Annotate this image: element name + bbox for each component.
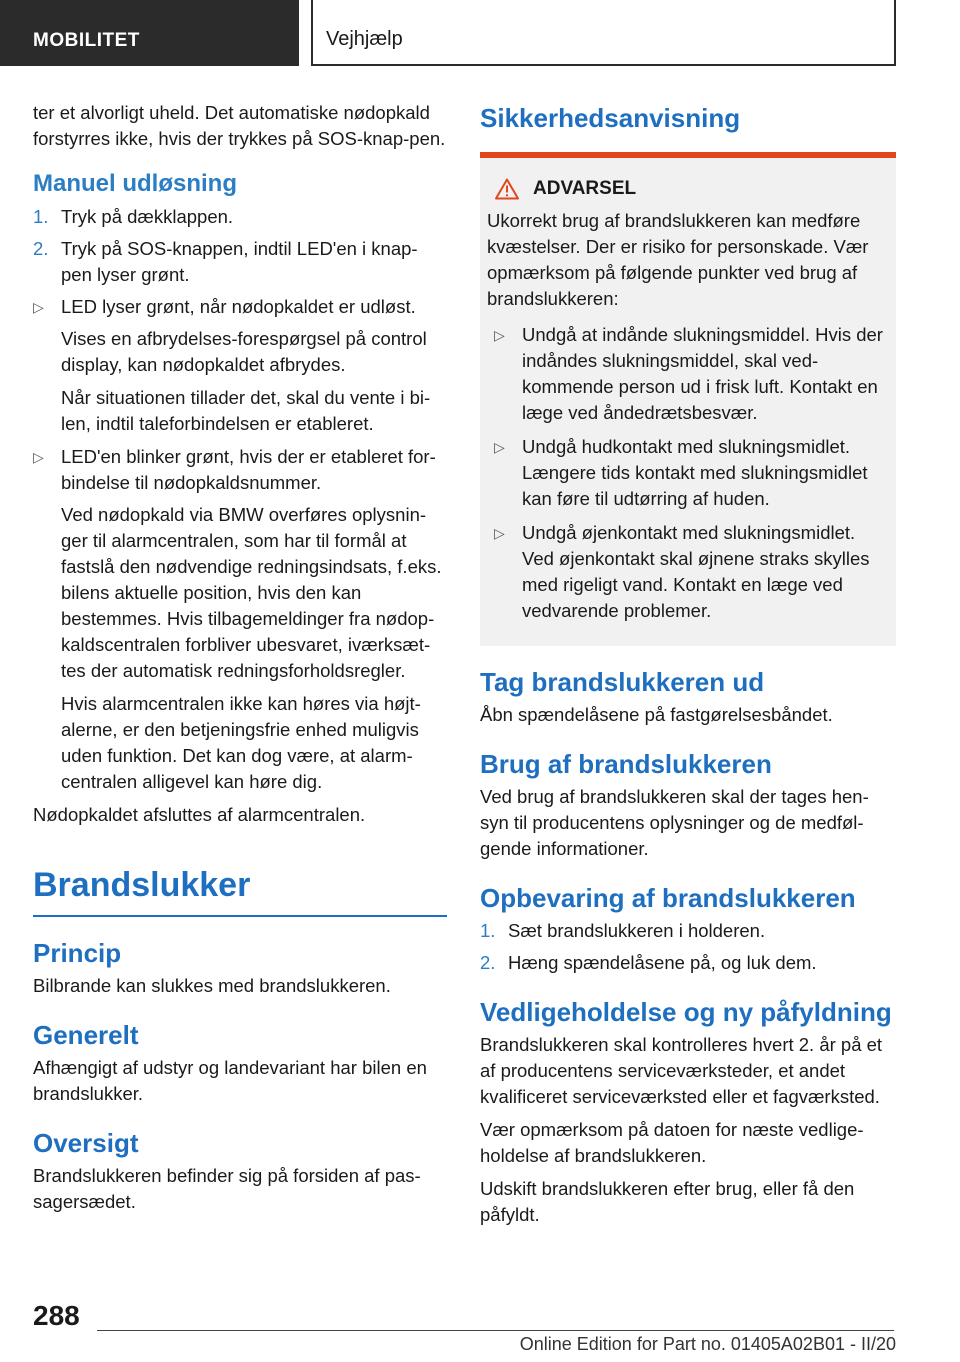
list-item [33,236,447,288]
section-tab: MOBILITET [0,0,299,66]
list-item [494,322,888,426]
step-number: 1. [33,206,49,227]
list-item [480,918,896,944]
bullet-text: LED lyser grønt, når nødopkaldet er udløst. [61,296,416,317]
result-bullets [33,444,447,496]
oversigt-text: Brandslukkeren befinder sig på forsiden af pas-sagersædet. [33,1165,421,1212]
step-number: 2. [480,952,496,973]
generelt-heading: Generelt [33,1020,139,1050]
opbevaring-heading: Opbevaring af brandslukkeren [480,883,856,913]
bullet-paragraph: Når situationen tillader det, skal du vente i bi-len, indtil taleforbindelsen er etableret. [61,387,431,434]
opbevaring-steps [480,918,896,976]
warning-intro: Ukorrekt brug af brandslukkeren kan medføre kvæstelser. Der er risiko for personskade. Vær opmærksom på følgende punkter ved brug af brandslukkeren: [487,210,869,309]
bullet-paragraph: Vises en afbrydelses-forespørgsel på control display, kan nødopkaldet afbrydes. [61,328,427,375]
tag-text: Åbn spændelåsene på fastgørelsesbåndet. [480,704,833,725]
list-item [480,950,896,976]
brug-heading: Brug af brandslukkeren [480,749,772,779]
list-item [33,204,447,230]
triangle-bullet-icon: ▷ [494,525,505,541]
vedligeholdelse-text: Brandslukkeren skal kontrolleres hvert 2. år på et af producentens serviceværksteder, et andet kvalificeret serviceværksted eller et fagværksted. [480,1034,883,1107]
edition-text: Online Edition for Part no. 01405A02B01 - II/20 [519,1334,896,1354]
list-item [33,294,447,320]
triangle-bullet-icon: ▷ [33,299,44,315]
left-column [33,100,447,1222]
triangle-bullet-icon: ▷ [494,439,505,455]
bullet-text: LED'en blinker grønt, hvis der er etableret for-bindelse til nødopkaldsnummer. [61,446,436,493]
tag-heading: Tag brandslukkeren ud [480,667,765,697]
warning-triangle-icon [495,178,519,200]
vedligeholdelse-heading: Vedligeholdelse og ny påfyldning [480,997,892,1027]
list-item [33,444,447,496]
list-item [494,434,888,512]
warning-list [487,322,888,624]
closing-paragraph: Nødopkaldet afsluttes af alarmcentralen. [33,804,366,825]
oversigt-heading: Oversigt [33,1128,139,1158]
bullet-paragraph: Hvis alarmcentralen ikke kan høres via højt-alerne, er den betjeningsfrie enhed muligvis uden funktion. Det kan dog være, at alarm-centralen alligevel kan høre dig. [61,693,421,792]
chapter-title: Vejhjælp [311,0,896,66]
page-header [0,0,960,66]
warning-title [487,178,888,200]
warning-box [480,152,896,646]
right-column [480,100,896,1235]
princip-text: Bilbrande kan slukkes med brandslukkeren. [33,975,391,996]
manual-release-heading: Manuel udløsning [33,170,237,197]
generelt-text: Afhængigt af udstyr og landevariant har bilen en brandslukker. [33,1057,427,1104]
step-number: 1. [480,920,496,941]
manual-steps-list [33,204,447,288]
footer-divider [97,1330,894,1331]
step-number: 2. [33,238,49,259]
intro-paragraph: ter et alvorligt uheld. Det automatiske nødopkald forstyrres ikke, hvis der trykkes på SOS-knap-pen. [33,102,446,149]
brug-text: Ved brug af brandslukkeren skal der tages hen-syn til producentens oplysninger og de medføl-gende informationer. [480,786,869,859]
step-text: Tryk på dækklappen. [61,206,234,227]
list-item [494,520,888,624]
result-bullets [33,294,447,320]
step-text: Tryk på SOS-knappen, indtil LED'en i knap-pen lyser grønt. [61,238,418,285]
safety-heading: Sikkerhedsanvisning [480,103,741,133]
step-text: Hæng spændelåsene på, og luk dem. [508,952,817,973]
princip-heading: Princip [33,938,122,968]
warning-item-text: Undgå øjenkontakt med slukningsmidlet. Ved øjenkontakt skal øjnene straks skylles med rigeligt vand. Kontakt en læge ved vedvarende problemer. [522,522,870,621]
triangle-bullet-icon: ▷ [494,327,505,343]
bullet-paragraph: Ved nødopkald via BMW overføres oplysnin-ger til alarmcentralen, som har til formål at fastslå den nødvendige redningsindsats, f.eks. bilens aktuelle position, hvis den kan bestemmes. Hvis tilbagemeldinger fra nødop-kaldscentralen forbliver ubesvaret, iværksæt-tes der automatisk redningsforholdsregler. [61,504,442,681]
warning-item-text: Undgå hudkontakt med slukningsmidlet. Længere tids kontakt med slukningsmidlet kan føre til udtørring af huden. [522,436,868,509]
page-number: 288 [33,1300,80,1331]
vedligeholdelse-text: Vær opmærksom på datoen for næste vedlige-holdelse af brandslukkeren. [480,1119,864,1166]
triangle-bullet-icon: ▷ [33,449,44,465]
warning-title-text: ADVARSEL [533,178,637,199]
chapter-heading: Brandslukker [33,866,447,917]
vedligeholdelse-text: Udskift brandslukkeren efter brug, eller få den påfyldt. [480,1178,855,1225]
warning-item-text: Undgå at indånde slukningsmiddel. Hvis der indåndes slukningsmiddel, skal ved-kommende person ud i frisk luft. Kontakt en læge ved åndedrætsbesvær. [522,324,883,423]
step-text: Sæt brandslukkeren i holderen. [508,920,766,941]
